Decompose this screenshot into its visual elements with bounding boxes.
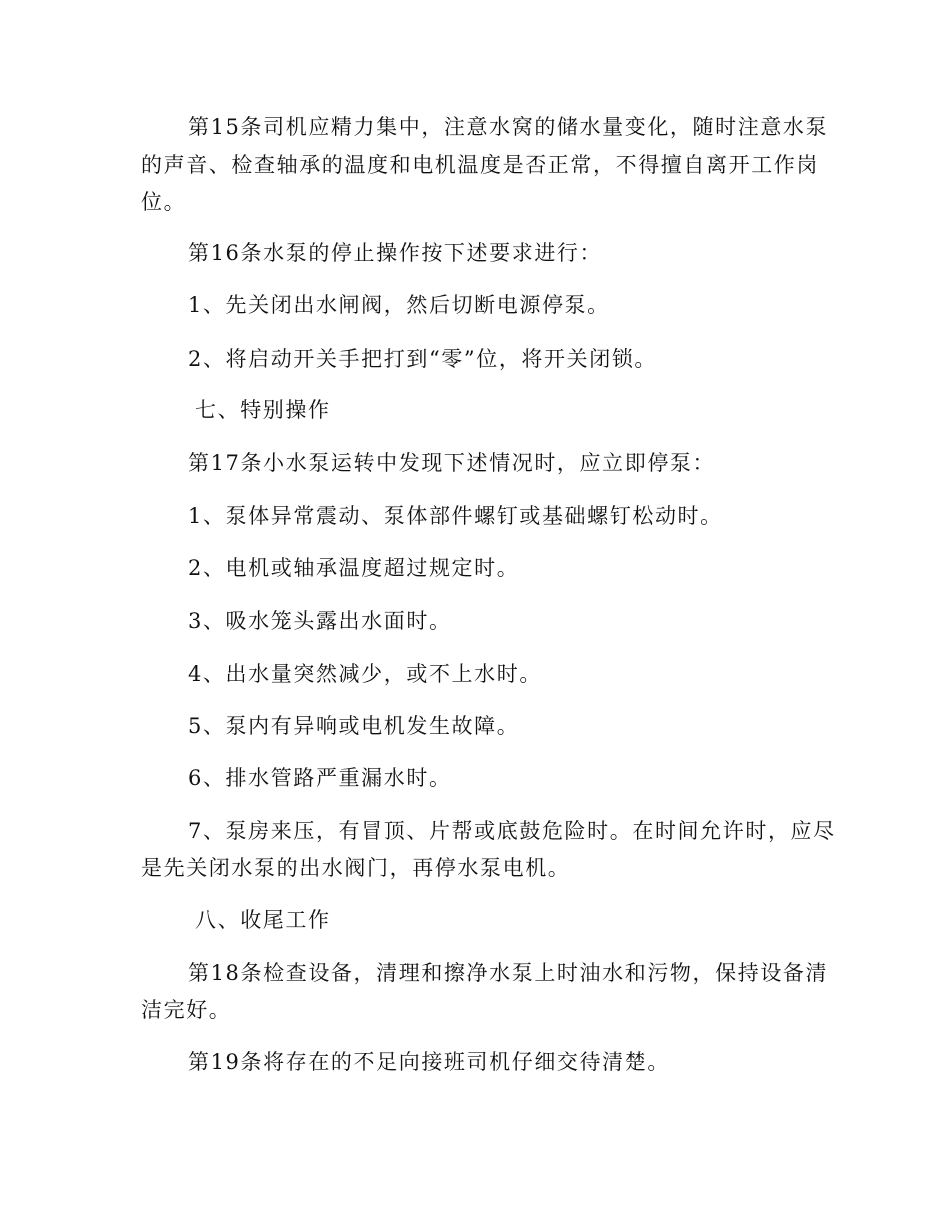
article-17: 第17条小水泵运转中发现下述情况时，应立即停泵： [188,451,716,475]
article-17-item-7-line-2: 是先关闭水泵的出水阀门，再停水泵电机。 [141,856,571,880]
article-15-line-1: 第15条司机应精力集中，注意水窝的储水量变化，随时注意水泵 [188,115,829,139]
article-17-item-1: 1、泵体异常震动、泵体部件螺钉或基础螺钉松动时。 [188,504,723,528]
article-16-item-1: 1、先关闭出水闸阀，然后切断电源停泵。 [188,293,610,317]
article-17-item-5: 5、泵内有异响或电机发生故障。 [188,714,520,738]
article-18-line-2: 洁完好。 [141,998,232,1022]
article-17-item-6: 6、排水管路严重漏水时。 [188,766,452,790]
section-8-heading: 八、收尾工作 [195,908,331,932]
article-16-item-2: 2、将启动开关手把打到“零”位，将开关闭锁。 [188,347,658,371]
article-16: 第16条水泵的停止操作按下述要求进行： [188,241,603,265]
article-15-line-3: 位。 [141,190,187,214]
article-17-item-2: 2、电机或轴承温度超过规定时。 [188,556,520,580]
article-15-line-2: 的声音、检查轴承的温度和电机温度是否正常，不得擅自离开工作岗 [141,153,819,177]
article-19: 第19条将存在的不足向接班司机仔细交待清楚。 [188,1050,670,1074]
article-17-item-3: 3、吸水笼头露出水面时。 [188,609,452,633]
article-17-item-4: 4、出水量突然减少，或不上水时。 [188,662,542,686]
article-18-line-1: 第18条检查设备，清理和擦净水泵上时油水和污物，保持设备清 [188,961,829,985]
article-17-item-7-line-1: 7、泵房来压，有冒顶、片帮或底鼓危险时。在时间允许时，应尽 [188,819,836,843]
section-7-heading: 七、特别操作 [195,398,331,422]
